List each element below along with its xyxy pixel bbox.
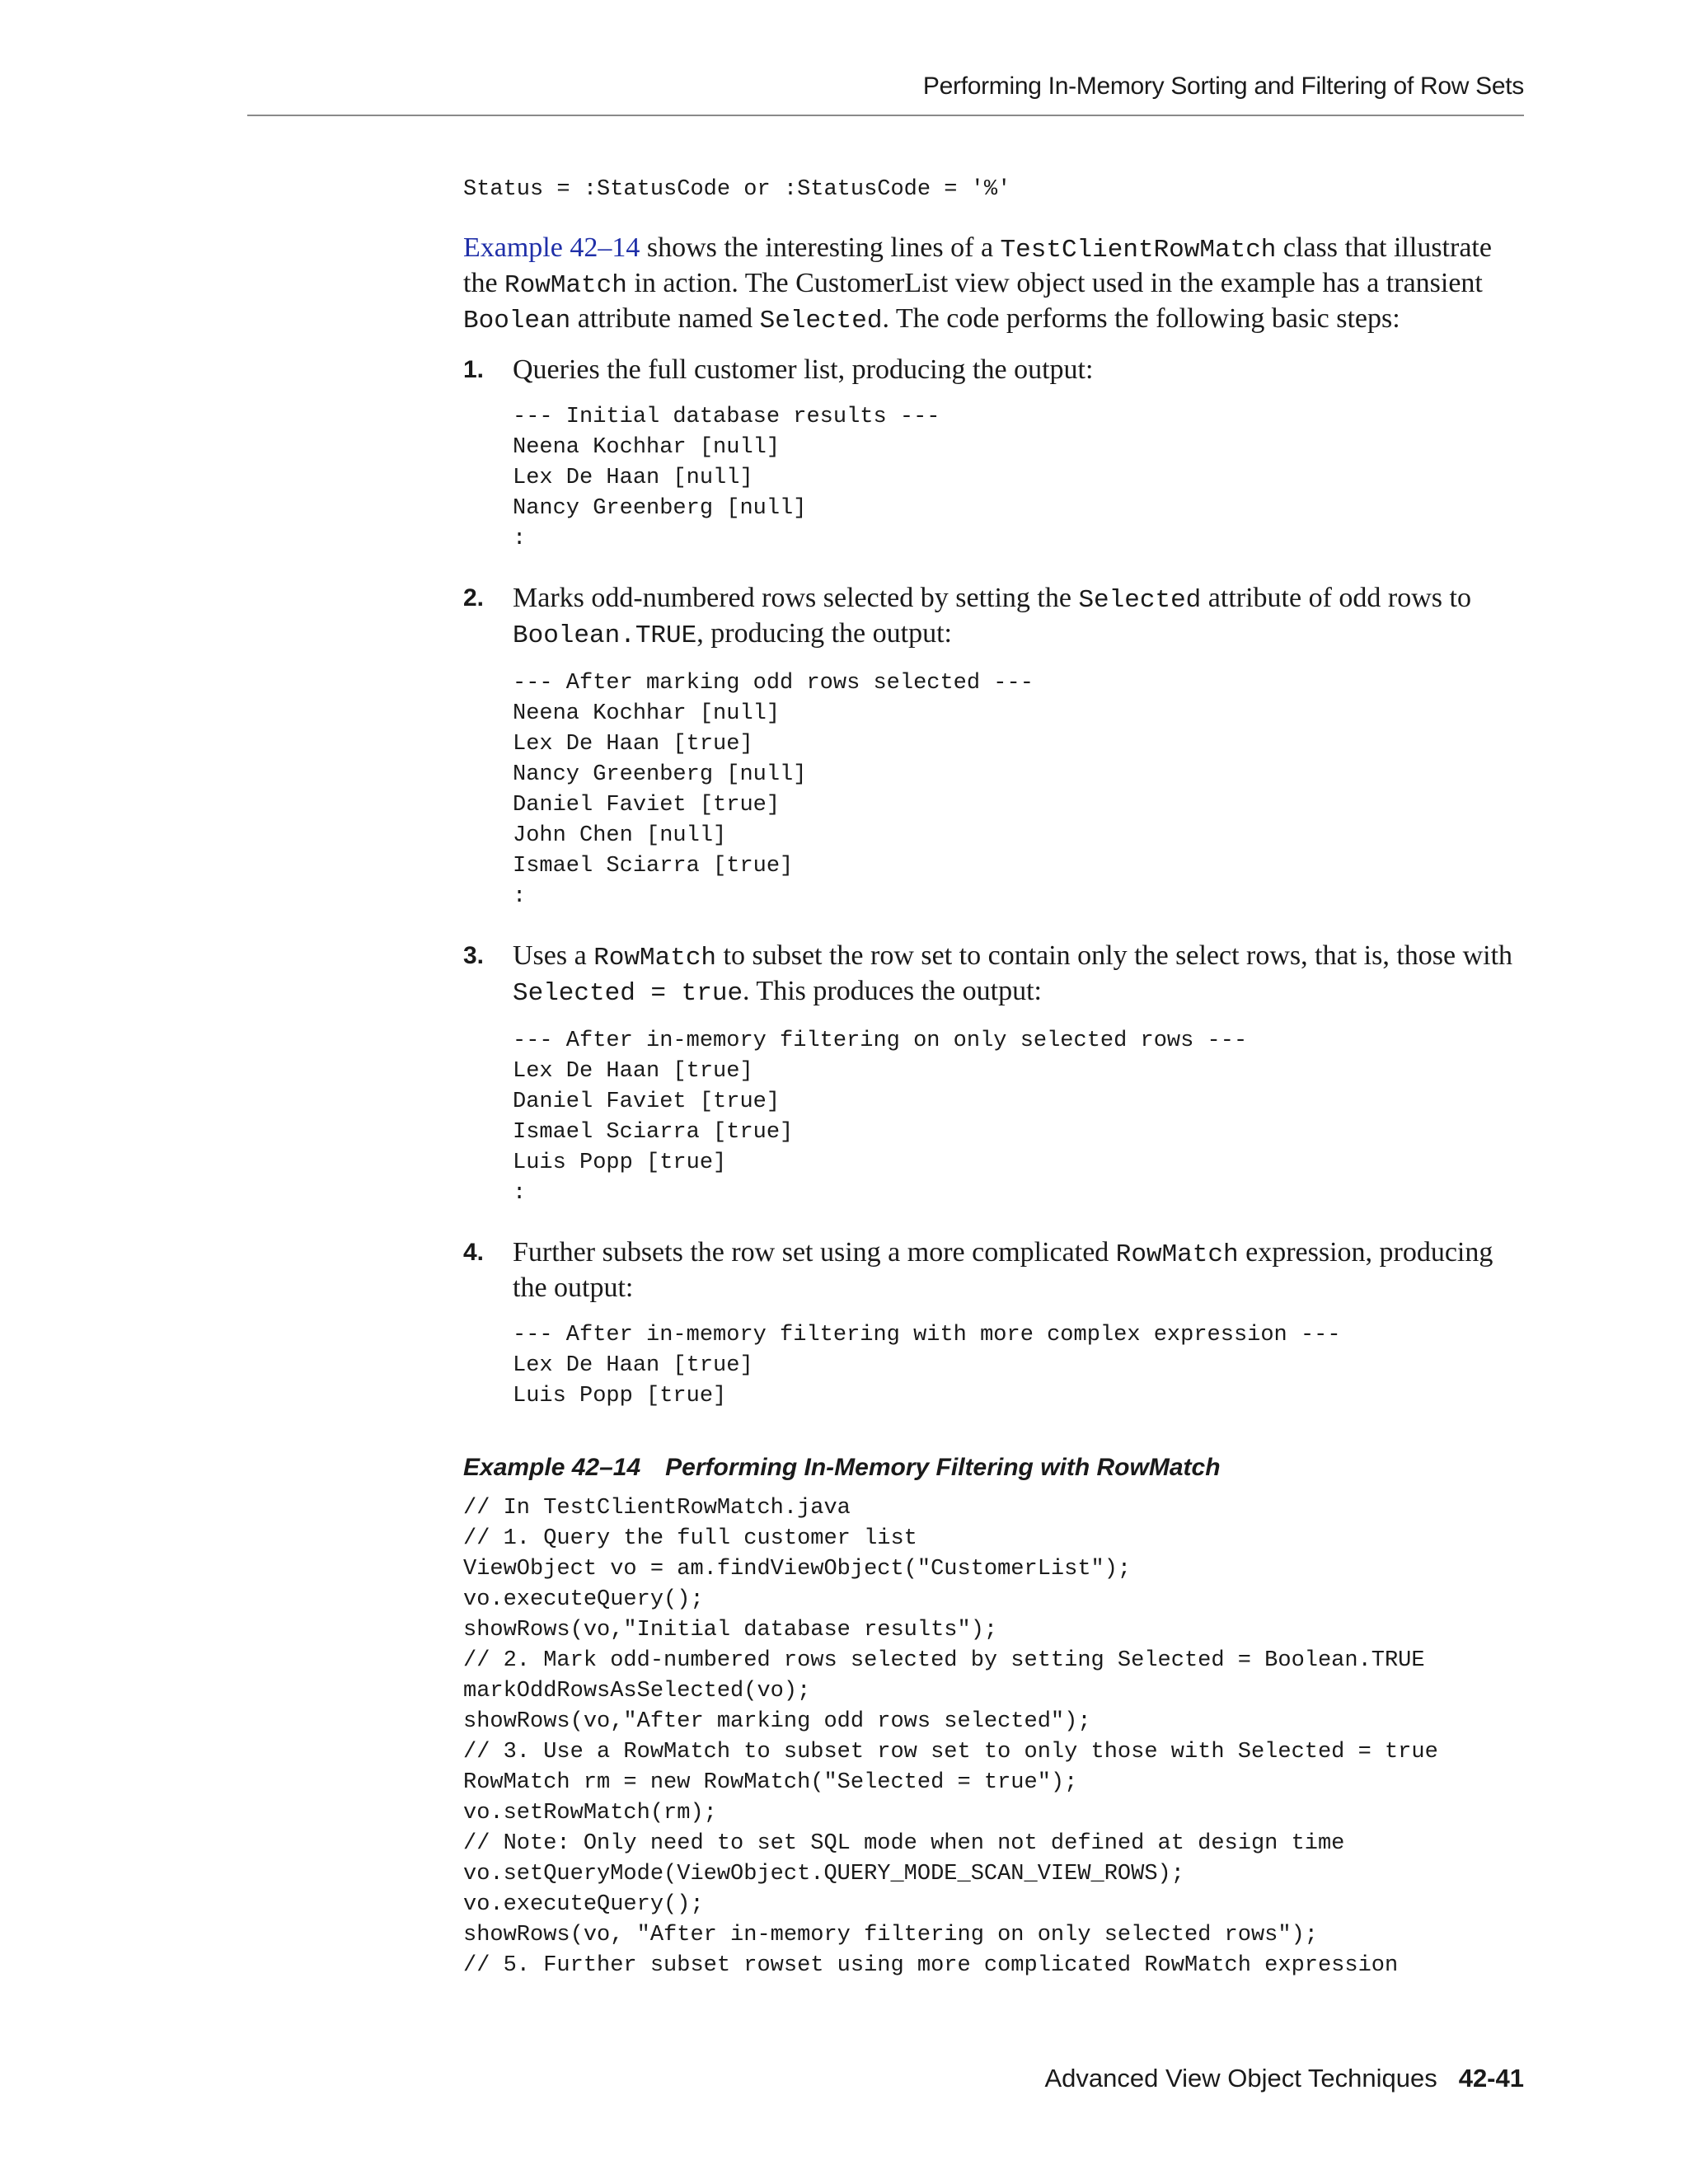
step-text-run: . This produces the output: [743, 976, 1042, 1006]
example-label: Example 42–14 [463, 1454, 641, 1481]
step-text-run: Marks odd-numbered rows selected by setting the [513, 583, 1079, 613]
inline-code: TestClientRowMatch [1000, 236, 1277, 265]
output-listing: --- After in-memory filtering with more complex expression --- Lex De Haan [true] Luis Popp [true] [513, 1323, 1341, 1408]
step-text-run: expression, producing the output: [513, 1237, 1493, 1303]
running-header: Performing In-Memory Sorting and Filtering of Row Sets [922, 73, 1524, 100]
inline-code: Selected [1078, 586, 1202, 615]
example-cross-reference-link[interactable]: Example 42–14 [463, 232, 640, 263]
example-title: Performing In-Memory Filtering with RowMatch [665, 1454, 1221, 1481]
step-text [513, 354, 1524, 387]
output-listing: --- After in-memory filtering on only selected rows --- Lex De Haan [true] Daniel Faviet [true] Ismael Sciarra [true] Luis Popp [true] : [513, 1029, 1248, 1206]
output-listing: --- Initial database results --- Neena Kochhar [null] Lex De Haan [null] Nancy Greenberg [null] : [513, 405, 940, 551]
step-4 [463, 1236, 1524, 1412]
step-text-run: to subset the row set to contain only the select rows, that is, those with [716, 940, 1513, 971]
step-text [513, 1236, 1524, 1305]
step-text [513, 940, 1524, 1010]
inline-code: Selected = true [513, 979, 743, 1008]
intro-text: shows the interesting lines of a [640, 232, 1001, 263]
output-listing: --- After marking odd rows selected --- Neena Kochhar [null] Lex De Haan [true] Nancy Greenberg [null] Daniel Faviet [true] John Chen [null] Ismael Sciarra [true] : [513, 671, 1034, 909]
step-number: 2. [463, 584, 485, 612]
step-text [513, 582, 1524, 653]
inline-code: Boolean [463, 307, 571, 335]
intro-text: class that illustrate the [463, 232, 1492, 298]
step-text-run: attribute of odd rows to [1201, 583, 1471, 613]
page-number: 42-41 [1458, 2064, 1524, 2093]
page-content [463, 173, 1524, 1981]
step-number: 1. [463, 356, 485, 383]
header-rule [247, 115, 1524, 116]
page-footer [247, 2064, 1524, 2093]
step-text-run: Further subsets the row set using a more complicated [513, 1237, 1116, 1268]
inline-code: RowMatch [593, 944, 717, 972]
step-1 [463, 354, 1524, 555]
example-code-listing: // In TestClientRowMatch.java // 1. Query the full customer list ViewObject vo = am.findViewObject("CustomerList"); vo.executeQuery(); showRows(vo,"Initial database results"); // 2. Mark odd-numbered rows selected by setting Selected = Boolean.TRUE markOddRowsAsSelected(vo); showRows(vo,"After marking odd rows selected"); // 3. Use a RowMatch to subset row set to only those with Selected = true RowMatch rm = new RowMatch("Selected = true"); vo.setRowMatch(rm); // Note: Only need to set SQL mode when not defined at design time vo.setQueryMode(ViewObject.QUERY_MODE_SCAN_VIEW_ROWS); vo.executeQuery(); showRows(vo, "After in-memory filtering on only selected rows"); // 5. Further subset rowset using more complicated RowMatch expression [463, 1496, 1438, 1978]
step-text-run: Queries the full customer list, producing the output: [513, 354, 1094, 385]
example-caption [463, 1451, 1524, 1484]
step-2 [463, 582, 1524, 912]
intro-text: in action. The CustomerList view object used in the example has a transient [626, 268, 1483, 298]
intro-text: . The code performs the following basic steps: [882, 303, 1400, 334]
inline-code: Boolean.TRUE [513, 621, 697, 650]
inline-code: Selected [759, 307, 883, 335]
step-number: 3. [463, 942, 485, 969]
step-text-run: , producing the output: [696, 618, 952, 649]
inline-code: RowMatch [504, 271, 627, 300]
inline-code: RowMatch [1115, 1240, 1239, 1269]
step-number: 4. [463, 1239, 485, 1266]
intro-paragraph [463, 232, 1524, 338]
step-3 [463, 940, 1524, 1209]
status-code-snippet: Status = :StatusCode or :StatusCode = '%' [463, 177, 1011, 202]
intro-text: attribute named [570, 303, 760, 334]
footer-section-title: Advanced View Object Techniques [1044, 2064, 1437, 2093]
step-text-run: Uses a [513, 940, 594, 971]
